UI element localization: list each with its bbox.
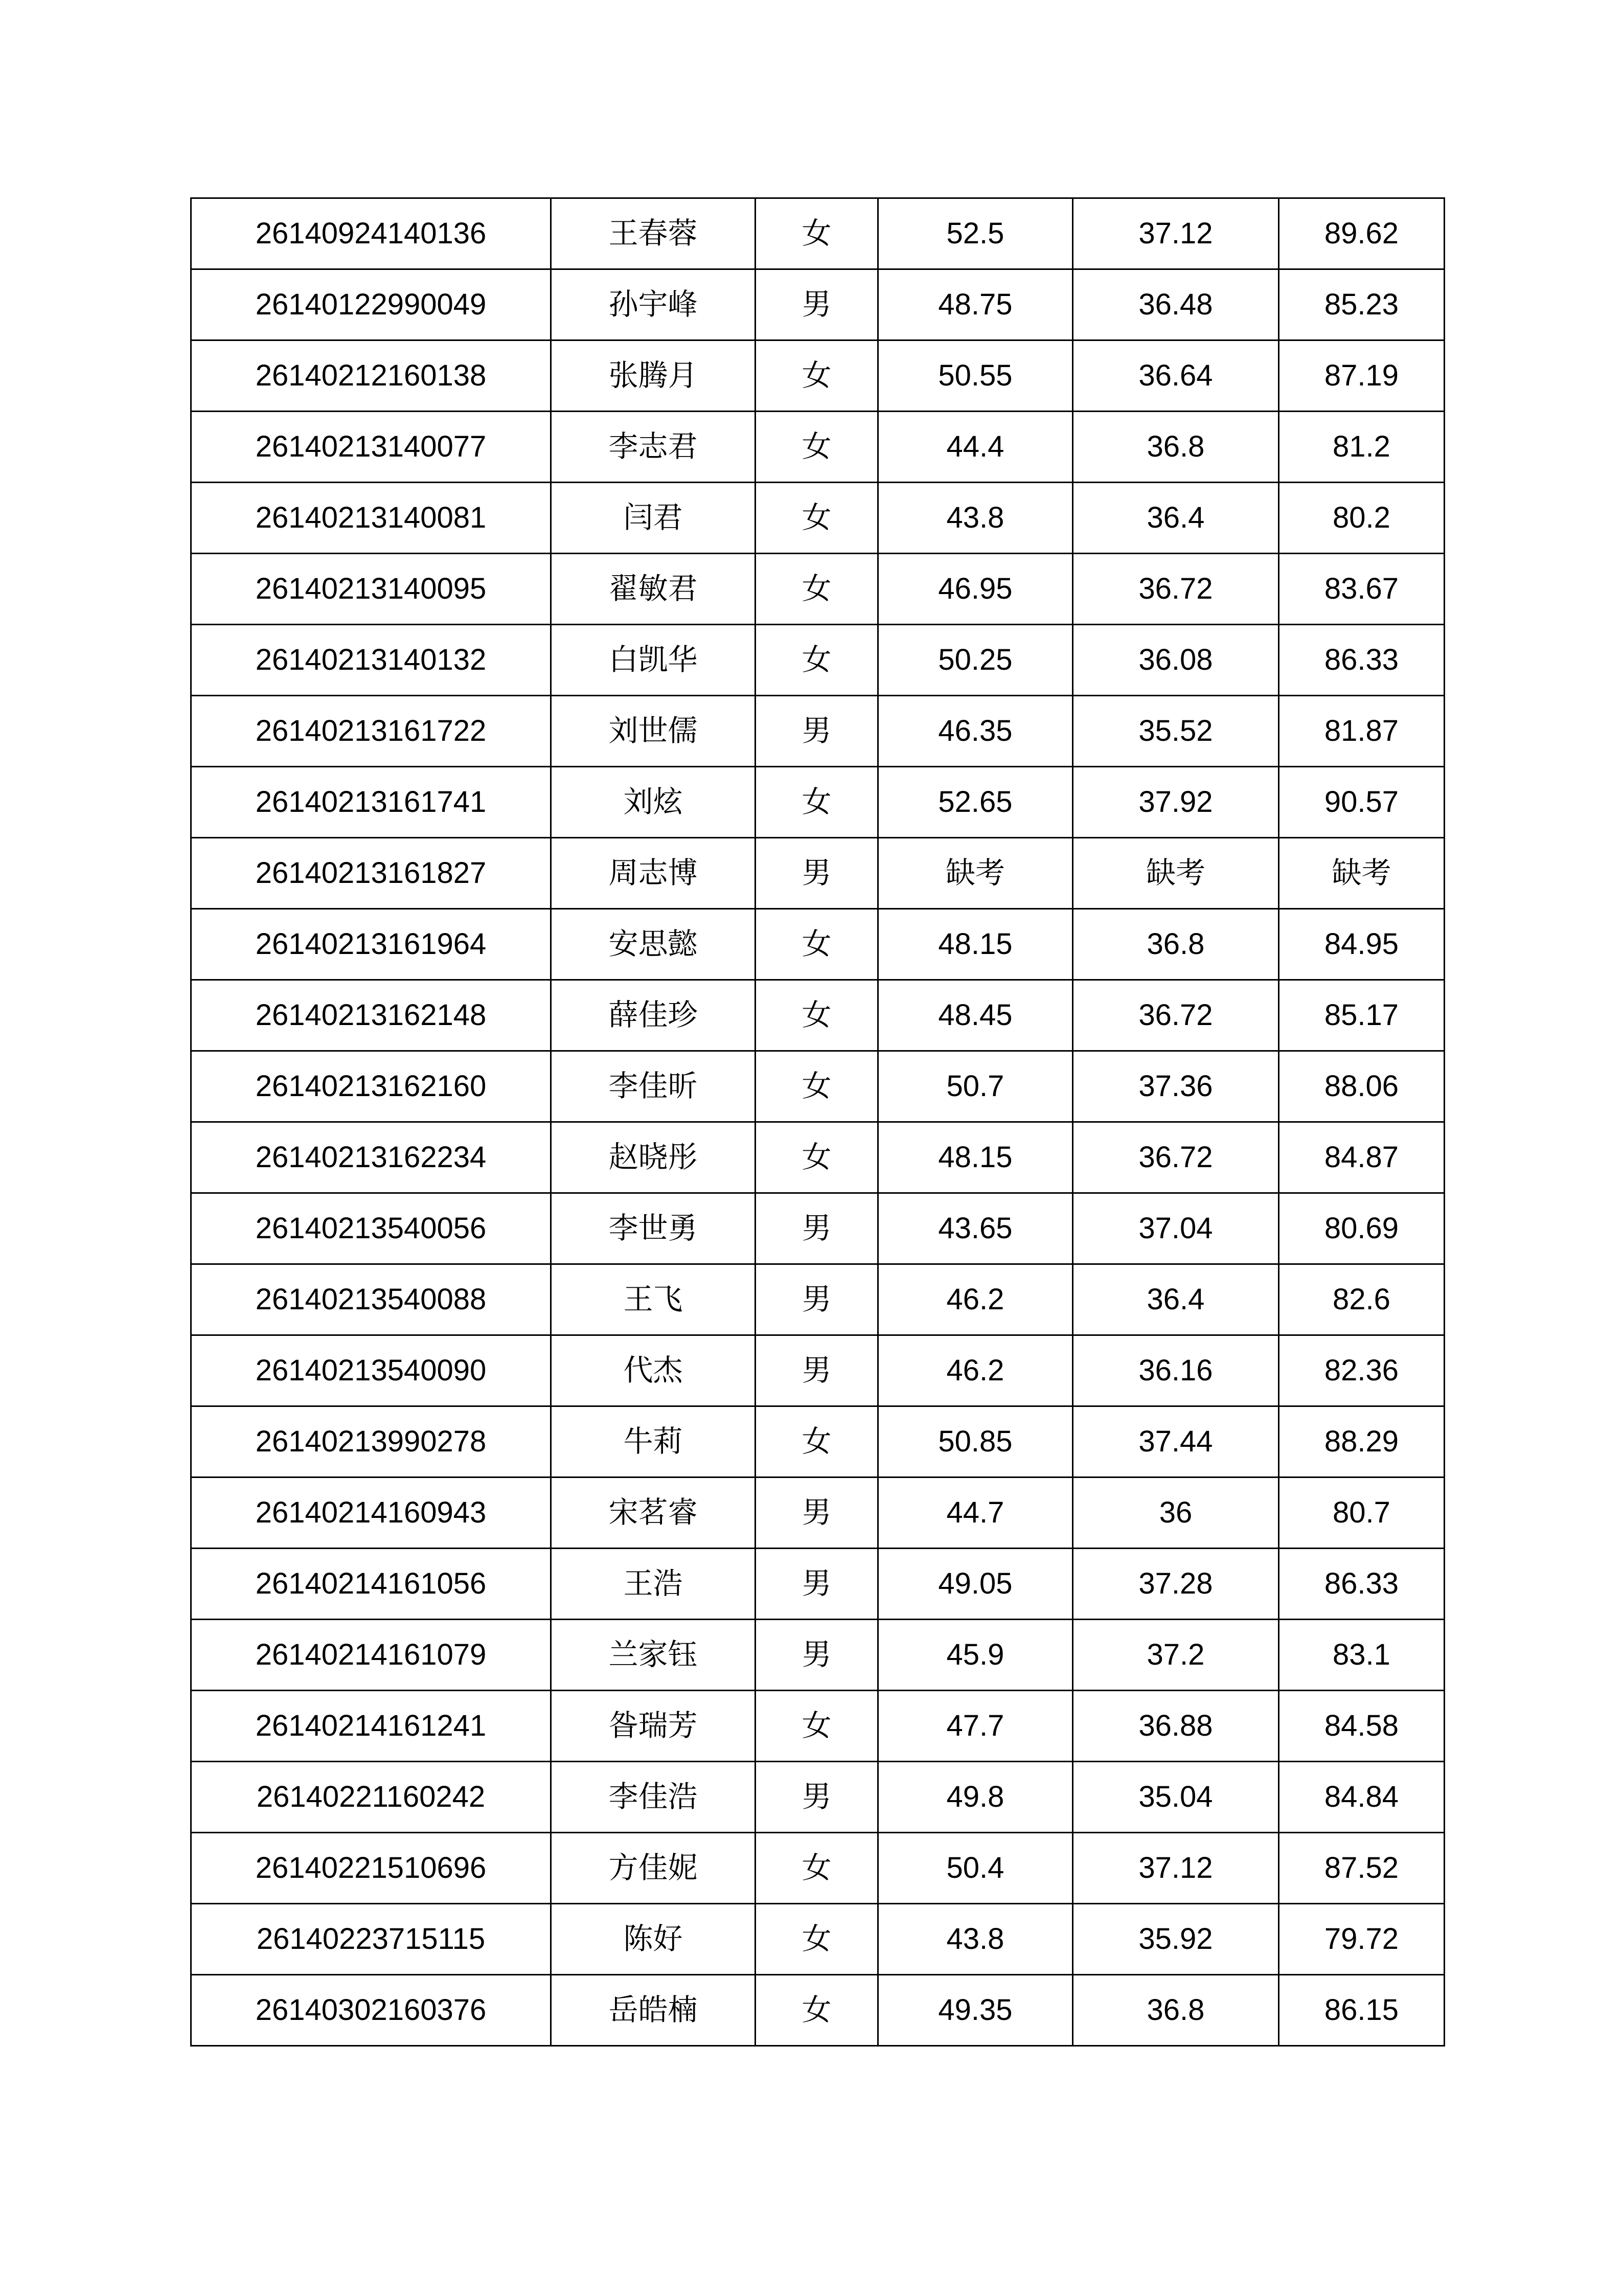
exam-id-cell: 26140214160943: [191, 1477, 551, 1549]
name-cell: 薛佳珍: [551, 980, 756, 1051]
exam-id-cell: 26140213161722: [191, 696, 551, 767]
name-cell: 李世勇: [551, 1193, 756, 1264]
table-row: [191, 909, 1445, 980]
gender-cell: 女: [756, 1051, 878, 1122]
gender-cell: 女: [756, 1691, 878, 1762]
table-row: [191, 767, 1445, 838]
score-a-cell: 48.45: [878, 980, 1073, 1051]
exam-id-cell: 26140214161056: [191, 1549, 551, 1620]
total-score-cell: 90.57: [1279, 767, 1445, 838]
total-score-cell: 缺考: [1279, 838, 1445, 909]
gender-cell: 女: [756, 1904, 878, 1975]
exam-id-cell: 26140213140095: [191, 554, 551, 625]
exam-id-cell: 26140213540088: [191, 1264, 551, 1335]
exam-id-cell: 26140213990278: [191, 1406, 551, 1477]
table-row: [191, 980, 1445, 1051]
table-row: [191, 412, 1445, 483]
gender-cell: 男: [756, 1762, 878, 1833]
gender-cell: 女: [756, 340, 878, 412]
exam-id-cell: 26140213140081: [191, 483, 551, 554]
score-a-cell: 50.85: [878, 1406, 1073, 1477]
gender-cell: 女: [756, 1406, 878, 1477]
exam-id-cell: 26140122990049: [191, 269, 551, 340]
gender-cell: 女: [756, 1975, 878, 2046]
exam-id-cell: 26140214161079: [191, 1620, 551, 1691]
exam-id-cell: 26140221160242: [191, 1762, 551, 1833]
name-cell: 代杰: [551, 1335, 756, 1406]
score-a-cell: 48.75: [878, 269, 1073, 340]
score-b-cell: 缺考: [1073, 838, 1279, 909]
score-a-cell: 50.4: [878, 1833, 1073, 1904]
table-row: [191, 625, 1445, 696]
table-row: [191, 838, 1445, 909]
score-table: [190, 197, 1445, 2047]
score-b-cell: 35.04: [1073, 1762, 1279, 1833]
score-b-cell: 36.64: [1073, 340, 1279, 412]
score-a-cell: 50.7: [878, 1051, 1073, 1122]
name-cell: 兰家钰: [551, 1620, 756, 1691]
total-score-cell: 83.1: [1279, 1620, 1445, 1691]
score-a-cell: 52.5: [878, 198, 1073, 269]
name-cell: 刘世儒: [551, 696, 756, 767]
score-a-cell: 52.65: [878, 767, 1073, 838]
score-b-cell: 37.92: [1073, 767, 1279, 838]
gender-cell: 男: [756, 696, 878, 767]
score-a-cell: 45.9: [878, 1620, 1073, 1691]
table-row: [191, 1904, 1445, 1975]
total-score-cell: 86.33: [1279, 625, 1445, 696]
score-a-cell: 50.55: [878, 340, 1073, 412]
name-cell: 白凯华: [551, 625, 756, 696]
table-row: [191, 1975, 1445, 2046]
table-row: [191, 1335, 1445, 1406]
name-cell: 安思懿: [551, 909, 756, 980]
score-a-cell: 44.4: [878, 412, 1073, 483]
exam-id-cell: 26140213161964: [191, 909, 551, 980]
exam-id-cell: 26140302160376: [191, 1975, 551, 2046]
total-score-cell: 88.06: [1279, 1051, 1445, 1122]
exam-id-cell: 26140212160138: [191, 340, 551, 412]
score-a-cell: 50.25: [878, 625, 1073, 696]
score-b-cell: 36.8: [1073, 412, 1279, 483]
table-row: [191, 1833, 1445, 1904]
score-a-cell: 47.7: [878, 1691, 1073, 1762]
score-a-cell: 43.8: [878, 1904, 1073, 1975]
score-b-cell: 37.12: [1073, 1833, 1279, 1904]
score-a-cell: 46.2: [878, 1264, 1073, 1335]
total-score-cell: 81.87: [1279, 696, 1445, 767]
total-score-cell: 86.15: [1279, 1975, 1445, 2046]
exam-id-cell: 26140924140136: [191, 198, 551, 269]
exam-id-cell: 26140213161827: [191, 838, 551, 909]
total-score-cell: 80.69: [1279, 1193, 1445, 1264]
name-cell: 翟敏君: [551, 554, 756, 625]
total-score-cell: 84.87: [1279, 1122, 1445, 1193]
name-cell: 李佳昕: [551, 1051, 756, 1122]
name-cell: 周志博: [551, 838, 756, 909]
score-b-cell: 36: [1073, 1477, 1279, 1549]
score-b-cell: 36.72: [1073, 554, 1279, 625]
gender-cell: 男: [756, 1620, 878, 1691]
gender-cell: 女: [756, 412, 878, 483]
score-a-cell: 43.65: [878, 1193, 1073, 1264]
table-row: [191, 340, 1445, 412]
name-cell: 陈好: [551, 1904, 756, 1975]
exam-id-cell: 26140213162160: [191, 1051, 551, 1122]
total-score-cell: 84.84: [1279, 1762, 1445, 1833]
exam-id-cell: 26140213140132: [191, 625, 551, 696]
total-score-cell: 80.7: [1279, 1477, 1445, 1549]
score-b-cell: 37.44: [1073, 1406, 1279, 1477]
total-score-cell: 81.2: [1279, 412, 1445, 483]
gender-cell: 女: [756, 1833, 878, 1904]
gender-cell: 女: [756, 909, 878, 980]
table-row: [191, 554, 1445, 625]
name-cell: 王飞: [551, 1264, 756, 1335]
gender-cell: 女: [756, 198, 878, 269]
score-a-cell: 43.8: [878, 483, 1073, 554]
total-score-cell: 87.19: [1279, 340, 1445, 412]
table-row: [191, 1122, 1445, 1193]
score-a-cell: 48.15: [878, 1122, 1073, 1193]
gender-cell: 男: [756, 1193, 878, 1264]
score-a-cell: 49.05: [878, 1549, 1073, 1620]
score-b-cell: 36.4: [1073, 483, 1279, 554]
gender-cell: 女: [756, 767, 878, 838]
name-cell: 刘炫: [551, 767, 756, 838]
exam-id-cell: 26140213140077: [191, 412, 551, 483]
table-row: [191, 1406, 1445, 1477]
name-cell: 闫君: [551, 483, 756, 554]
score-a-cell: 46.35: [878, 696, 1073, 767]
total-score-cell: 82.36: [1279, 1335, 1445, 1406]
score-b-cell: 36.8: [1073, 1975, 1279, 2046]
exam-id-cell: 26140213162234: [191, 1122, 551, 1193]
total-score-cell: 83.67: [1279, 554, 1445, 625]
total-score-cell: 88.29: [1279, 1406, 1445, 1477]
score-table-body: [191, 198, 1445, 2046]
exam-id-cell: 26140214161241: [191, 1691, 551, 1762]
score-b-cell: 36.16: [1073, 1335, 1279, 1406]
exam-id-cell: 26140213162148: [191, 980, 551, 1051]
score-b-cell: 36.8: [1073, 909, 1279, 980]
score-a-cell: 49.35: [878, 1975, 1073, 2046]
score-b-cell: 36.88: [1073, 1691, 1279, 1762]
gender-cell: 男: [756, 1549, 878, 1620]
gender-cell: 女: [756, 1122, 878, 1193]
total-score-cell: 85.23: [1279, 269, 1445, 340]
score-a-cell: 46.2: [878, 1335, 1073, 1406]
name-cell: 李志君: [551, 412, 756, 483]
name-cell: 王浩: [551, 1549, 756, 1620]
exam-id-cell: 26140213540056: [191, 1193, 551, 1264]
score-b-cell: 35.52: [1073, 696, 1279, 767]
score-b-cell: 36.72: [1073, 1122, 1279, 1193]
score-b-cell: 35.92: [1073, 1904, 1279, 1975]
total-score-cell: 89.62: [1279, 198, 1445, 269]
total-score-cell: 79.72: [1279, 1904, 1445, 1975]
gender-cell: 男: [756, 1335, 878, 1406]
table-row: [191, 269, 1445, 340]
score-a-cell: 缺考: [878, 838, 1073, 909]
table-row: [191, 1051, 1445, 1122]
name-cell: 张腾月: [551, 340, 756, 412]
gender-cell: 男: [756, 1477, 878, 1549]
table-row: [191, 1477, 1445, 1549]
name-cell: 昝瑞芳: [551, 1691, 756, 1762]
table-row: [191, 1264, 1445, 1335]
table-row: [191, 483, 1445, 554]
gender-cell: 女: [756, 980, 878, 1051]
score-a-cell: 46.95: [878, 554, 1073, 625]
total-score-cell: 82.6: [1279, 1264, 1445, 1335]
gender-cell: 男: [756, 269, 878, 340]
score-b-cell: 37.2: [1073, 1620, 1279, 1691]
table-row: [191, 1762, 1445, 1833]
score-b-cell: 36.48: [1073, 269, 1279, 340]
table-row: [191, 1549, 1445, 1620]
score-b-cell: 37.12: [1073, 198, 1279, 269]
name-cell: 李佳浩: [551, 1762, 756, 1833]
total-score-cell: 84.95: [1279, 909, 1445, 980]
score-b-cell: 37.36: [1073, 1051, 1279, 1122]
table-row: [191, 1193, 1445, 1264]
gender-cell: 男: [756, 838, 878, 909]
score-b-cell: 36.72: [1073, 980, 1279, 1051]
gender-cell: 女: [756, 625, 878, 696]
score-a-cell: 44.7: [878, 1477, 1073, 1549]
name-cell: 孙宇峰: [551, 269, 756, 340]
table-row: [191, 198, 1445, 269]
table-row: [191, 696, 1445, 767]
total-score-cell: 84.58: [1279, 1691, 1445, 1762]
exam-id-cell: 26140223715115: [191, 1904, 551, 1975]
exam-id-cell: 26140213161741: [191, 767, 551, 838]
table-row: [191, 1691, 1445, 1762]
total-score-cell: 80.2: [1279, 483, 1445, 554]
name-cell: 王春蓉: [551, 198, 756, 269]
gender-cell: 男: [756, 1264, 878, 1335]
gender-cell: 女: [756, 554, 878, 625]
score-b-cell: 37.04: [1073, 1193, 1279, 1264]
score-b-cell: 36.4: [1073, 1264, 1279, 1335]
name-cell: 岳皓楠: [551, 1975, 756, 2046]
exam-id-cell: 26140221510696: [191, 1833, 551, 1904]
name-cell: 方佳妮: [551, 1833, 756, 1904]
table-row: [191, 1620, 1445, 1691]
score-a-cell: 49.8: [878, 1762, 1073, 1833]
name-cell: 牛莉: [551, 1406, 756, 1477]
gender-cell: 女: [756, 483, 878, 554]
total-score-cell: 86.33: [1279, 1549, 1445, 1620]
total-score-cell: 85.17: [1279, 980, 1445, 1051]
name-cell: 宋茗睿: [551, 1477, 756, 1549]
total-score-cell: 87.52: [1279, 1833, 1445, 1904]
exam-id-cell: 26140213540090: [191, 1335, 551, 1406]
score-a-cell: 48.15: [878, 909, 1073, 980]
score-b-cell: 37.28: [1073, 1549, 1279, 1620]
score-b-cell: 36.08: [1073, 625, 1279, 696]
name-cell: 赵晓彤: [551, 1122, 756, 1193]
